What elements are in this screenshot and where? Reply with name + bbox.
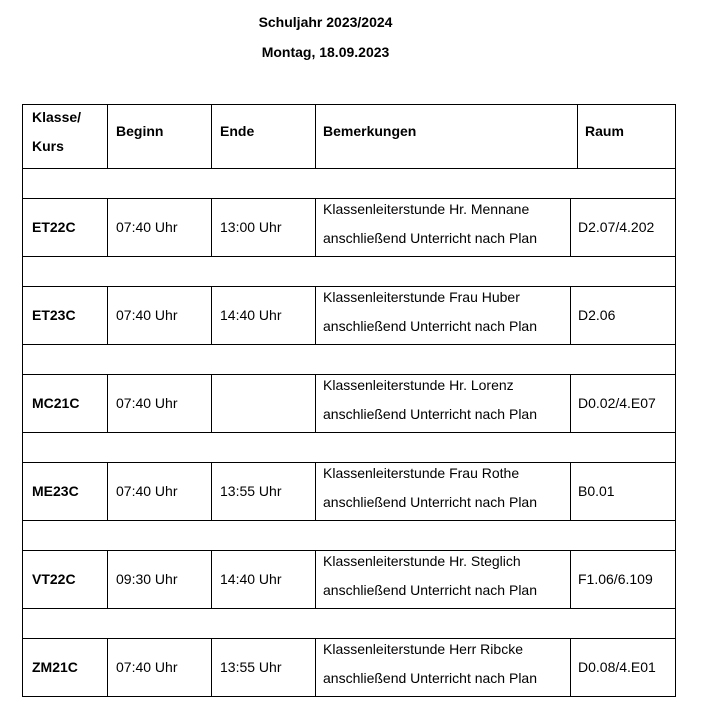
row-bemerkung-line1: Klassenleiterstunde Frau Huber [323, 289, 520, 305]
row-klasse: ME23C [32, 483, 79, 499]
table-column-rule [315, 198, 316, 257]
table-rule [22, 550, 675, 551]
row-bemerkung-line1: Klassenleiterstunde Hr. Mennane [323, 201, 530, 217]
row-raum: D0.02/4.E07 [578, 395, 656, 411]
row-bemerkung-line2: anschließend Unterricht nach Plan [323, 406, 538, 422]
table-column-rule [211, 198, 212, 257]
row-ende: 13:55 Uhr [220, 483, 282, 499]
table-column-rule [211, 104, 212, 169]
table-rule [22, 286, 675, 287]
row-bemerkung-line2: anschließend Unterricht nach Plan [323, 494, 538, 510]
table-rule [22, 638, 675, 639]
row-ende: 13:55 Uhr [220, 659, 282, 675]
row-bemerkung-line1: Klassenleiterstunde Herr Ribcke [323, 641, 523, 657]
table-rule [22, 432, 675, 433]
row-beginn: 09:30 Uhr [116, 571, 178, 587]
row-beginn: 07:40 Uhr [116, 659, 178, 675]
header-klasse-line1: Klasse/ [32, 109, 82, 125]
row-raum: B0.01 [578, 483, 615, 499]
table-column-rule [211, 286, 212, 345]
table-column-rule [107, 104, 108, 169]
table-column-rule [107, 462, 108, 521]
row-bemerkung-line1: Klassenleiterstunde Frau Rothe [323, 465, 520, 481]
row-bemerkung-line2: anschließend Unterricht nach Plan [323, 318, 538, 334]
row-bemerkung-line1: Klassenleiterstunde Hr. Steglich [323, 553, 521, 569]
table-column-rule [107, 198, 108, 257]
table-column-rule [315, 286, 316, 345]
table-rule [22, 198, 675, 199]
table-column-rule [570, 638, 571, 697]
table-column-rule [570, 286, 571, 345]
row-bemerkung-line2: anschließend Unterricht nach Plan [323, 582, 538, 598]
table-column-rule [211, 462, 212, 521]
table-rule [22, 608, 675, 609]
table-column-rule [577, 104, 578, 169]
header-bemerkungen: Bemerkungen [323, 123, 417, 139]
table-column-rule [570, 462, 571, 521]
header-klasse-line2: Kurs [32, 138, 64, 154]
row-klasse: ET22C [32, 219, 76, 235]
header-ende: Ende [220, 123, 255, 139]
table-column-rule [22, 104, 23, 697]
row-klasse: VT22C [32, 571, 76, 587]
school-year-title: Schuljahr 2023/2024 [258, 14, 393, 30]
row-ende: 14:40 Uhr [220, 307, 282, 323]
row-ende: 13:00 Uhr [220, 219, 282, 235]
table-column-rule [315, 638, 316, 697]
header-raum: Raum [585, 123, 624, 139]
table-column-rule [570, 198, 571, 257]
row-klasse: ZM21C [32, 659, 78, 675]
row-raum: F1.06/6.109 [578, 571, 653, 587]
row-bemerkung-line2: anschließend Unterricht nach Plan [323, 230, 538, 246]
table-rule [22, 344, 675, 345]
table-column-rule [675, 104, 676, 697]
header-beginn: Beginn [116, 123, 164, 139]
table-column-rule [211, 638, 212, 697]
table-column-rule [570, 550, 571, 609]
table-column-rule [211, 374, 212, 433]
table-column-rule [315, 374, 316, 433]
table-rule [22, 696, 675, 697]
table-column-rule [315, 550, 316, 609]
table-column-rule [315, 462, 316, 521]
table-rule [22, 462, 675, 463]
row-bemerkung-line1: Klassenleiterstunde Hr. Lorenz [323, 377, 514, 393]
table-column-rule [107, 374, 108, 433]
table-column-rule [570, 374, 571, 433]
row-beginn: 07:40 Uhr [116, 395, 178, 411]
row-beginn: 07:40 Uhr [116, 483, 178, 499]
table-rule [22, 374, 675, 375]
date-title: Montag, 18.09.2023 [261, 44, 390, 60]
row-klasse: MC21C [32, 395, 80, 411]
row-raum: D2.07/4.202 [578, 219, 655, 235]
row-raum: D0.08/4.E01 [578, 659, 656, 675]
table-column-rule [315, 104, 316, 169]
table-column-rule [107, 550, 108, 609]
table-column-rule [211, 550, 212, 609]
row-beginn: 07:40 Uhr [116, 307, 178, 323]
row-beginn: 07:40 Uhr [116, 219, 178, 235]
row-ende: 14:40 Uhr [220, 571, 282, 587]
row-raum: D2.06 [578, 307, 616, 323]
row-bemerkung-line2: anschließend Unterricht nach Plan [323, 670, 538, 686]
table-column-rule [107, 286, 108, 345]
table-rule [22, 256, 675, 257]
table-rule [22, 520, 675, 521]
table-column-rule [107, 638, 108, 697]
row-klasse: ET23C [32, 307, 76, 323]
